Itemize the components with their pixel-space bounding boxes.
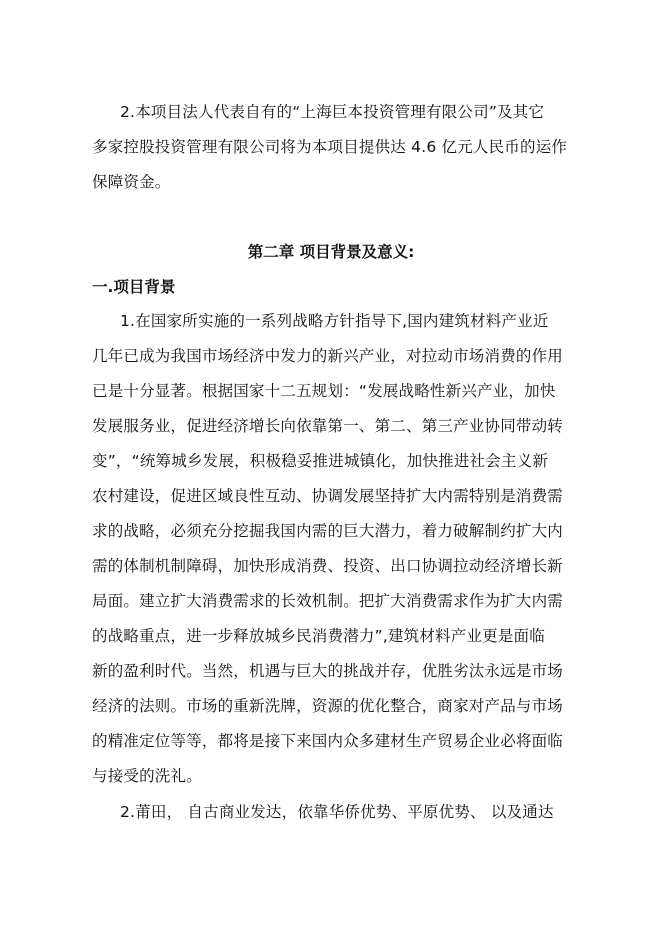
paragraph-1-line-1: 2.本项目法人代表自有的“上海巨本投资管理有限公司”及其它 <box>120 103 545 121</box>
paragraph-2-line-4: 发展服务业，促进经济增长向依靠第一、第二、第三产业协同带动转 <box>92 417 564 435</box>
chapter-title: 第二章 项目背景及意义: <box>247 243 415 261</box>
paragraph-2-line-12: 经济的法则。市场的重新洗牌，资源的优化整合，商家对产品与市场 <box>92 697 564 715</box>
paragraph-2-line-11: 新的盈利时代。当然，机遇与巨大的挑战并存，优胜劣汰永远是市场 <box>92 662 564 680</box>
paragraph-2-line-7: 求的战略，必须充分挖掘我国内需的巨大潜力，着力破解制约扩大内 <box>92 522 564 540</box>
paragraph-1-line-2: 多家控股投资管理有限公司将为本项目提供达 4.6 亿元人民币的运作 <box>92 138 568 156</box>
paragraph-2-line-10: 的战略重点，进一步释放城乡民消费潜力”,建筑材料产业更是面临 <box>92 627 545 645</box>
paragraph-2-line-2: 几年已成为我国市场经济中发力的新兴产业，对拉动市场消费的作用 <box>92 347 564 365</box>
paragraph-2-line-3: 已是十分显著。根据国家十二五规划：“发展战略性新兴产业，加快 <box>92 382 556 400</box>
paragraph-2-line-13: 的精准定位等等，都将是接下来国内众多建材生产贸易企业必将面临 <box>92 732 564 750</box>
paragraph-2-line-9: 局面。建立扩大消费需求的长效机制。把扩大消费需求作为扩大内需 <box>92 592 564 610</box>
section-title: 一.项目背景 <box>92 278 176 296</box>
paragraph-2-line-8: 需的体制机制障碍，加快形成消费、投资、出口协调拉动经济增长新 <box>92 557 564 575</box>
paragraph-2-line-14: 与接受的洗礼。 <box>92 767 202 785</box>
paragraph-2-line-1: 1.在国家所实施的一系列战略方针指导下,国内建筑材料产业近 <box>120 312 549 330</box>
paragraph-2-line-5: 变”，“统筹城乡发展，积极稳妥推进城镇化，加快推进社会主义新 <box>92 452 549 470</box>
paragraph-3-line-1: 2.莆田， 自古商业发达，依靠华侨优势、平原优势、 以及通达 <box>120 803 554 821</box>
paragraph-1-line-3: 保障资金。 <box>92 173 171 191</box>
paragraph-2-line-6: 农村建设，促进区域良性互动、协调发展坚持扩大内需特别是消费需 <box>92 487 564 505</box>
